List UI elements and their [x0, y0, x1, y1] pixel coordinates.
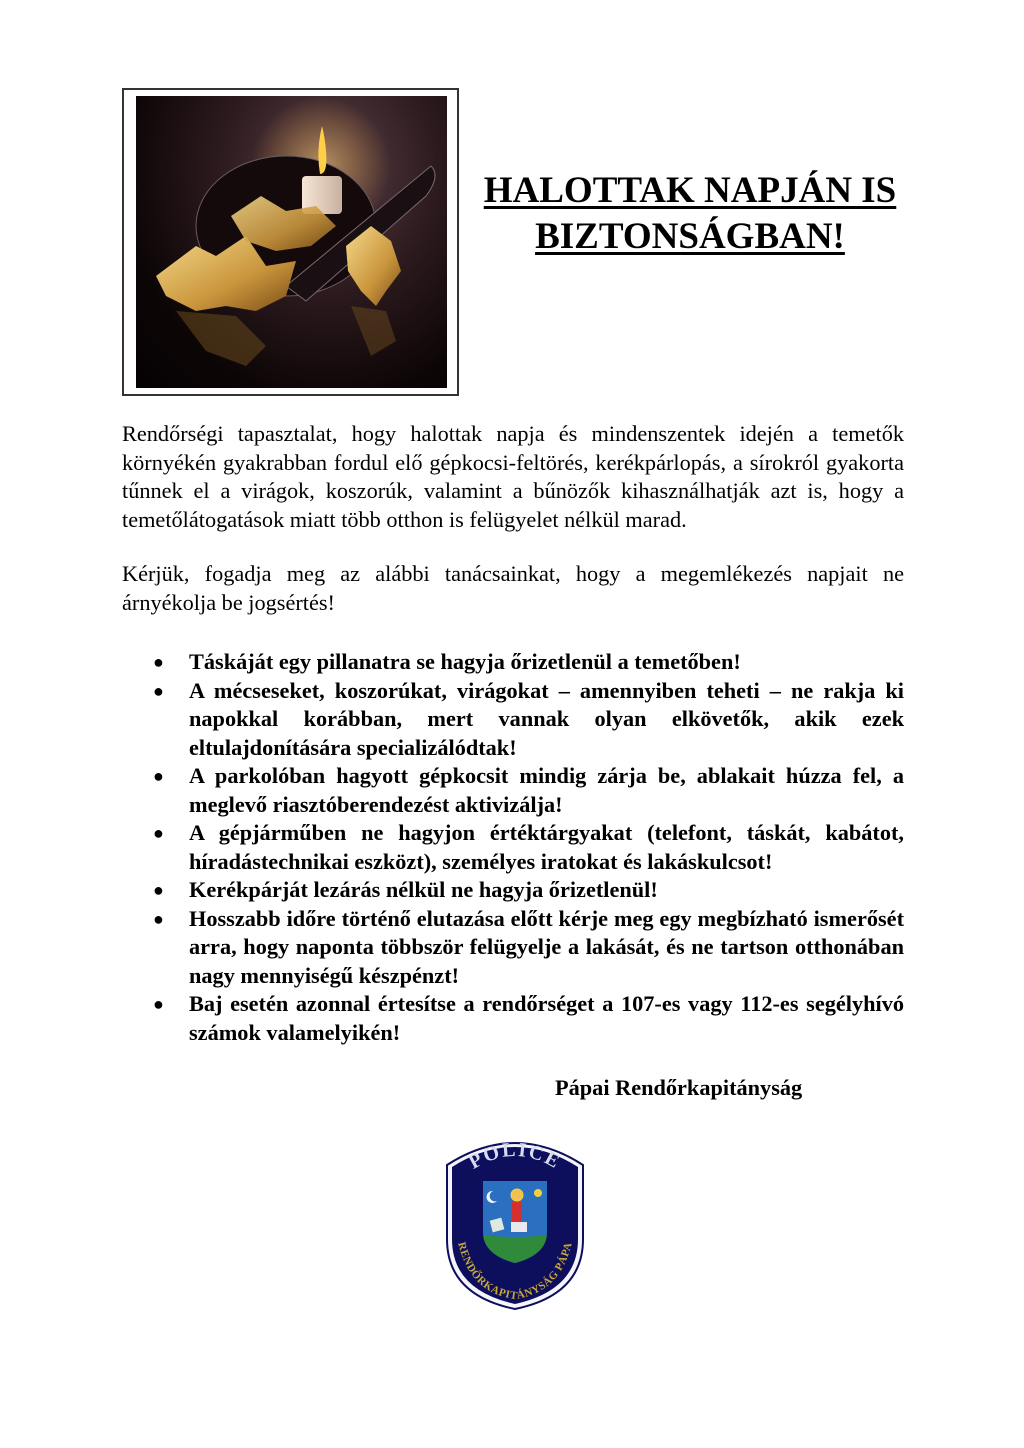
bullet-icon: ●	[153, 680, 164, 701]
list-item	[150, 762, 904, 819]
list-item	[150, 876, 904, 905]
tips-list	[150, 648, 904, 1047]
request-paragraph: Kérjük, fogadja meg az alábbi tanácsainkat, hogy a megemlékezés napjait ne árnyékolja be jogsértés!	[122, 561, 904, 615]
leaf-reflection	[176, 311, 266, 366]
badge-top-text: POLICE	[465, 1138, 565, 1174]
tip-text: A mécseseket, koszorúkat, virágokat – amennyiben teheti – ne rakja ki napokkal korábban, mert vannak olyan elkövetők, akik ezek eltulajdonítására specializálódtak!	[189, 677, 904, 760]
page-title	[470, 168, 910, 260]
list-item	[150, 990, 904, 1047]
saint-figure	[512, 1202, 522, 1222]
tip-text: Baj esetén azonnal értesítse a rendőrséget a 107-es vagy 112-es segélyhívó számok valamelyikén!	[189, 991, 904, 1045]
title-line-1: HALOTTAK NAPJÁN IS	[483, 170, 897, 211]
sun-icon	[534, 1189, 542, 1197]
tip-text: A parkolóban hagyott gépkocsit mindig zárja be, ablakait húzza fel, a meglevő riasztóberendezést aktivizálja!	[189, 763, 904, 817]
header-photo-frame	[122, 88, 459, 396]
leaf-reflection	[351, 306, 396, 356]
bullet-icon: ●	[153, 908, 164, 929]
candle-leaves-illustration	[136, 96, 447, 388]
badge-bottom-text: RENDŐRKAPITÁNYSÁG PÁPA	[455, 1240, 575, 1303]
list-item	[150, 677, 904, 763]
list-item	[150, 648, 904, 677]
list-item	[150, 905, 904, 991]
tip-text: Hosszabb időre történő elutazása előtt kérje meg egy megbízható ismerősét arra, hogy naponta többször felügyelje a lakását, és ne tartson otthonában nagy mennyiségű készpénzt!	[189, 905, 904, 988]
tip-text: Táskáját egy pillanatra se hagyja őrizetlenül a temetőben!	[189, 649, 741, 674]
intro-paragraph: Rendőrségi tapasztalat, hogy halottak napja és mindenszentek idején a temetők környékén gyakrabban fordul elő gépkocsi-feltörés, kerékpárlopás, a sírokról gyakorta tűnnek el a virágok, koszorúk, valamint a bűnözők kihasználhatják azt is, hogy a temetőlátogatások miatt több otthon is felügyelet nélkül marad.	[122, 421, 904, 532]
bullet-icon: ●	[153, 880, 164, 900]
saint-base	[511, 1222, 527, 1232]
bullet-icon: ●	[153, 823, 164, 843]
signature: Pápai Rendőrkapitányság	[555, 1075, 803, 1100]
bullet-icon: ●	[153, 652, 164, 672]
title-line-2: BIZTONSÁGBAN!	[535, 216, 845, 257]
police-badge-icon	[441, 1127, 589, 1312]
candle-leaves-photo	[136, 96, 447, 388]
tip-text: Kerékpárját lezárás nélkül ne hagyja őrizetlenül!	[189, 877, 658, 902]
bullet-icon: ●	[153, 994, 164, 1014]
tip-text: A gépjárműben ne hagyjon értéktárgyakat (telefont, táskát, kabátot, híradástechnikai eszközt), személyes iratokat és lakáskulcsot!	[189, 820, 904, 874]
saint-halo	[511, 1189, 523, 1201]
list-item	[150, 819, 904, 876]
police-badge-logo	[441, 1127, 589, 1312]
bullet-icon: ●	[153, 766, 164, 786]
